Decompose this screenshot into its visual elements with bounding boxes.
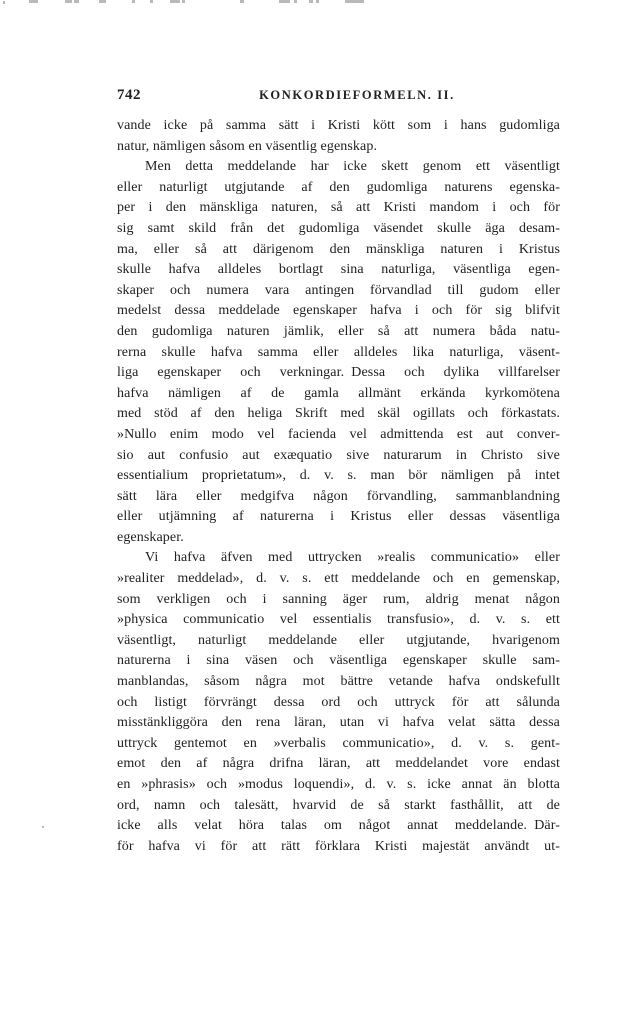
text-line: Vi hafva äfven med uttrycken »realis communicatio» eller xyxy=(145,550,560,566)
text-line: manblandas, såsom några mot bättre vetande hafva ondskefullt xyxy=(117,674,560,690)
scan-artifact xyxy=(29,0,38,3)
page-number: 742 xyxy=(117,87,141,103)
text-line: misstänkliggöra den rena läran, utan vi hafva velat sätta dessa xyxy=(117,715,560,731)
text-line: icke alls velat höra talas om något annat meddelande. Där- xyxy=(117,818,560,834)
text-line: sio aut confusio aut exæquatio sive naturarum in Christo sive xyxy=(117,447,560,463)
text-line: ord, namn och talesätt, hvarvid de så starkt fasthållit, att de xyxy=(117,797,560,813)
scan-artifact xyxy=(279,0,290,3)
text-line: vande icke på samma sätt i Kristi kött som i hans gudomliga xyxy=(117,118,560,133)
text-line: egenskaper. xyxy=(117,529,184,545)
text-line: emot den af några drifna läran, att meddelandet vore endast xyxy=(117,756,560,772)
scan-artifact xyxy=(240,0,244,3)
scan-artifact xyxy=(309,0,313,3)
scan-artifact xyxy=(150,0,153,3)
text-line: »physica communicatio vel essentialis transfusio», d. v. s. ett xyxy=(117,612,560,628)
text-line: för hafva vi för att rätt förklara Kristi majestät användt ut- xyxy=(117,838,560,854)
text-line: skulle hafva alldeles bortlagt sina naturliga, väsentliga egen- xyxy=(117,262,560,278)
text-line: liga egenskaper och verkningar. Dessa och dylika villfarelser xyxy=(117,365,560,381)
scan-artifact xyxy=(316,0,319,3)
scan-artifact xyxy=(99,0,106,3)
text-line: med stöd af den heliga Skrift med skäl ogillats och förkastats. xyxy=(117,406,560,422)
text-line: sig samt skild från det gudomliga väsendet skulle äga desam- xyxy=(117,220,560,236)
scan-artifact xyxy=(182,0,185,3)
text-line: essentialium proprietatum», d. v. s. man bör nämligen på intet xyxy=(117,468,560,484)
running-title: KONKORDIEFORMELN. II. xyxy=(259,88,455,102)
text-line: »realiter meddelad», d. v. s. ett meddelande och en gemenskap, xyxy=(117,571,560,587)
scan-artifact xyxy=(132,0,135,3)
scan-artifact xyxy=(74,0,79,3)
text-line: en »phrasis» och »modus loquendi», d. v. s. icke annat än blotta xyxy=(117,777,560,792)
text-line: eller utjämning af naturerna i Kristus eller dessas väsentliga xyxy=(117,509,560,525)
text-line: hafva nämligen af de gamla allmänt erkända kyrkomötena xyxy=(117,385,560,401)
text-line: ma, eller så att därigenom den mänskliga naturen i Kristus xyxy=(117,241,560,257)
text-line: rerna skulle hafva samma eller alldeles lika naturliga, väsent- xyxy=(117,344,560,360)
text-line: skaper och numera vara antingen förvandlad till gudom eller xyxy=(117,282,560,298)
text-line: sätt lära eller medgifva någon förvandling, sammanblandning xyxy=(117,488,560,504)
text-line: natur, nämligen såsom en väsentlig egenskap. xyxy=(117,138,378,154)
running-header xyxy=(0,87,624,107)
scan-artifact xyxy=(3,1,5,4)
scan-artifact xyxy=(294,0,297,3)
text-line: per i den mänskliga naturen, så att Kristi mandom i och för xyxy=(117,200,560,216)
scan-artifact xyxy=(42,826,44,828)
text-line: väsentligt, naturligt meddelande eller utgjutande, hvarigenom xyxy=(117,632,560,648)
text-line: naturerna i sina väsen och väsentliga egenskaper skulle sam- xyxy=(117,653,560,669)
text-line: som verkligen och i sanning äger rum, aldrig menat någon xyxy=(117,591,560,607)
scan-artifact xyxy=(345,0,364,3)
page-text xyxy=(117,116,560,857)
text-line: eller naturligt utgjutande af den gudomliga naturens egenska- xyxy=(117,179,560,195)
text-line: medelst dessa meddelade egenskaper hafva i och för sig blifvit xyxy=(117,303,560,319)
text-line: Men detta meddelande har icke skett genom ett väsentligt xyxy=(145,159,560,175)
text-line: uttryck gentemot en »verbalis communicatio», d. v. s. gent- xyxy=(117,735,560,751)
text-line: och listigt förvrängt dessa ord och uttryck för att sålunda xyxy=(117,694,560,710)
text-line: den gudomliga naturen jämlik, eller så att numera båda natu- xyxy=(117,323,560,339)
scan-artifact xyxy=(65,0,72,3)
text-line: »Nullo enim modo vel facienda vel admittenda est aut conver- xyxy=(117,426,560,442)
scan-artifact xyxy=(170,0,180,3)
